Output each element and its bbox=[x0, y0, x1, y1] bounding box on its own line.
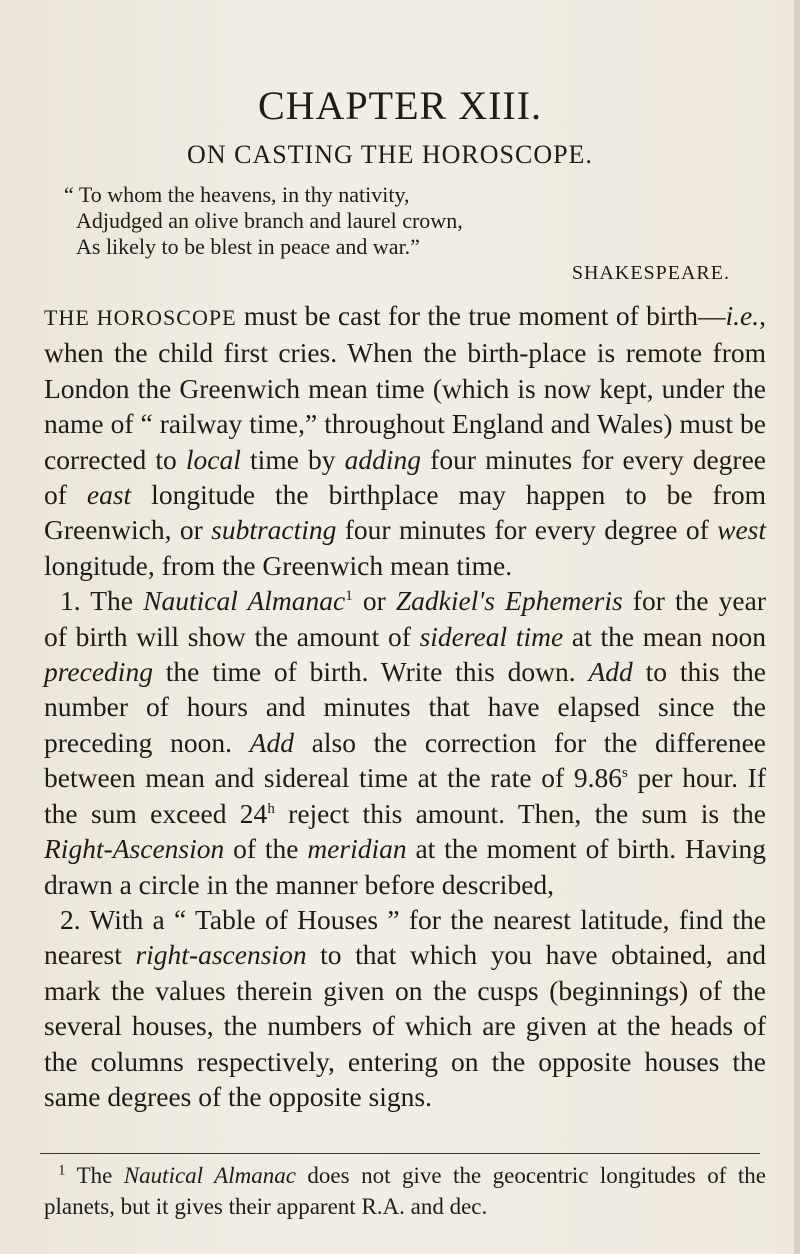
text: , when the child first cries. When the birth-place is remote from London the Greenwich mean time (which is now kept, under the name of “ railway time,” throughout England and Wales) must be corrected to bbox=[44, 300, 766, 475]
emphasis: Nautical Almanac bbox=[143, 585, 346, 617]
footnote bbox=[44, 1160, 766, 1222]
text: at the mean noon bbox=[563, 620, 766, 652]
chapter-title: CHAPTER XIII. bbox=[257, 83, 543, 128]
text: four minutes for every degree of bbox=[44, 443, 766, 511]
emphasis: subtracting bbox=[211, 514, 337, 546]
text: reject this amount. Then, the sum is the bbox=[274, 797, 766, 829]
footnote-rule bbox=[40, 1153, 760, 1154]
page-edge bbox=[794, 0, 800, 1254]
paragraph-1 bbox=[44, 298, 766, 583]
epigraph-attribution bbox=[0, 262, 730, 285]
emphasis: right-ascension bbox=[135, 939, 307, 971]
emphasis: adding bbox=[344, 443, 422, 475]
text: for the year of birth will show the amount of bbox=[44, 585, 766, 652]
text: does not give the geocentric longitudes of the planets, but it gives their apparent R.A. and dec. bbox=[44, 1163, 767, 1219]
text: The bbox=[65, 1163, 124, 1188]
footnote-mark: 1 bbox=[58, 1162, 66, 1179]
superscript: s bbox=[621, 765, 628, 782]
emphasis: Add bbox=[249, 726, 294, 758]
text: time by bbox=[240, 443, 345, 475]
text: per hour. If the sum exceed 24 bbox=[44, 762, 766, 829]
emphasis: Right-Ascension bbox=[44, 833, 225, 865]
emphasis: preceding bbox=[44, 656, 153, 688]
epigraph-line-2: Adjudged an olive branch and laurel crown, bbox=[76, 208, 463, 233]
emphasis: sidereal time bbox=[419, 620, 564, 652]
epigraph-line-1: “ To whom the heavens, in thy nativity, bbox=[64, 182, 410, 207]
text: to this the number of hours and minutes that have elapsed since the preceding noon. bbox=[44, 656, 766, 758]
paragraph-3 bbox=[44, 902, 766, 1114]
paragraph-2 bbox=[44, 583, 766, 902]
emphasis: local bbox=[185, 443, 241, 475]
text: the time of birth. Write this down. bbox=[152, 656, 589, 688]
epigraph-line-3: As likely to be blest in peace and war.” bbox=[76, 234, 420, 259]
emphasis: Nautical Almanac bbox=[123, 1163, 296, 1188]
emphasis: i.e. bbox=[725, 300, 760, 331]
superscript: h bbox=[267, 800, 275, 817]
emphasis: Zadkiel's Ephemeris bbox=[395, 585, 623, 617]
text: 2. With a “ Table of Houses ” for the nearest latitude, find the nearest bbox=[44, 903, 766, 971]
emphasis: east bbox=[86, 479, 132, 511]
chapter-subtitle: ON CASTING THE HOROSCOPE. bbox=[187, 140, 593, 169]
text: longitude the birthplace may happen to be from Greenwich, or bbox=[44, 479, 766, 546]
attribution-text: SHAKESPEARE. bbox=[571, 262, 730, 284]
text: to that which you have obtained, and mark the values therein given on the cusps (beginnings) of the several houses, the numbers of which are given at the heads of the columns respectively, entering on the opposite houses the same degrees of the opposite signs. bbox=[44, 939, 766, 1112]
body-text bbox=[44, 298, 766, 1114]
text: 1. The bbox=[60, 585, 144, 617]
text: must be cast for the true moment of birth— bbox=[236, 300, 726, 331]
text: at the moment of birth. Having drawn a circle in the manner before described, bbox=[44, 833, 766, 900]
footnote-ref: 1 bbox=[345, 588, 353, 605]
text: longitude, from the Greenwich mean time. bbox=[44, 549, 513, 581]
text: of the bbox=[224, 833, 308, 865]
text: four minutes for every degree of bbox=[336, 514, 718, 546]
text: also the correction for the differenee between mean and sidereal time at the rate of 9.86 bbox=[44, 726, 766, 794]
text: or bbox=[352, 585, 396, 617]
emphasis: west bbox=[717, 514, 767, 546]
lead-words: THE HOROSCOPE bbox=[44, 305, 237, 330]
epigraph bbox=[64, 182, 764, 260]
emphasis: meridian bbox=[307, 833, 407, 865]
emphasis: Add bbox=[588, 656, 633, 688]
